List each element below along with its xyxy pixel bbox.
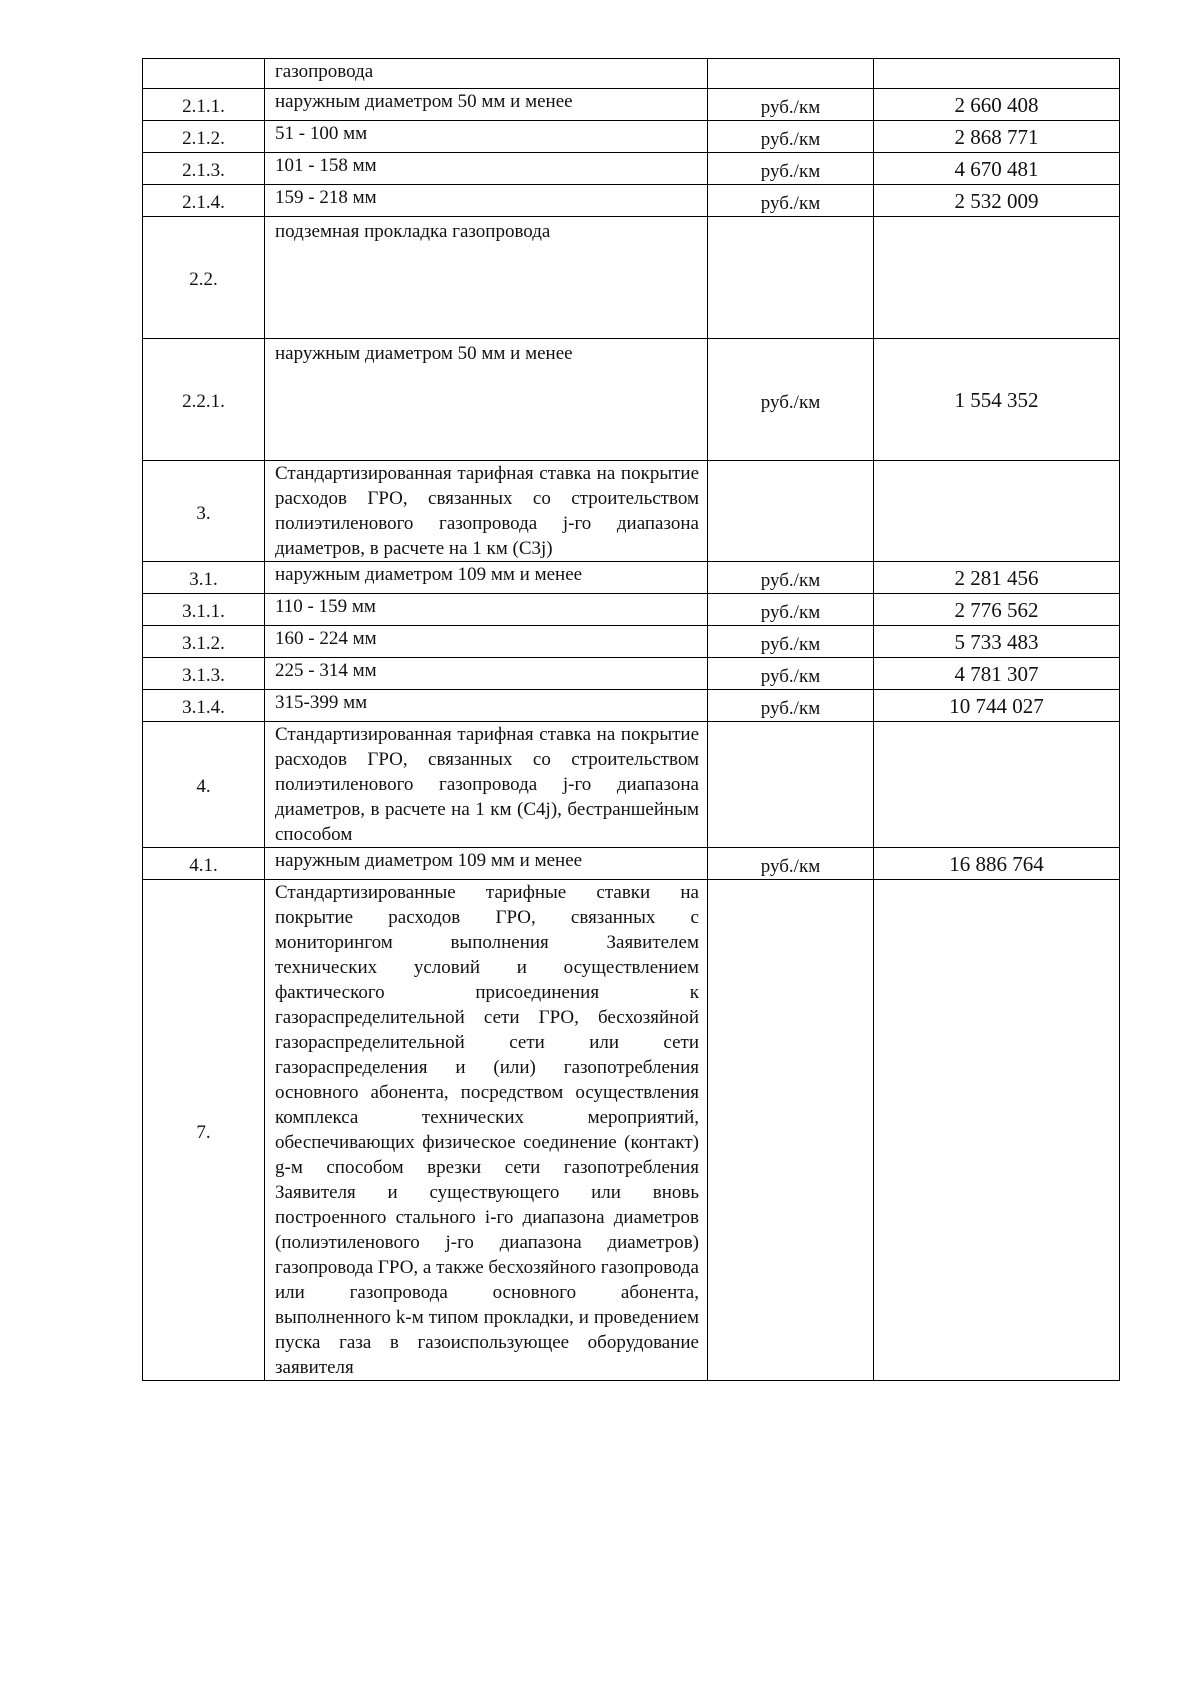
row-unit: руб./км xyxy=(708,121,874,153)
table-row xyxy=(143,626,1120,658)
row-value: 2 660 408 xyxy=(874,89,1120,121)
row-number: 2.1.3. xyxy=(143,153,265,185)
row-unit xyxy=(708,722,874,848)
row-number: 2.1.2. xyxy=(143,121,265,153)
row-description: наружным диаметром 109 мм и менее xyxy=(265,848,708,880)
row-description: 110 - 159 мм xyxy=(265,594,708,626)
table-row xyxy=(143,461,1120,562)
row-description: подземная прокладка газопровода xyxy=(265,217,708,339)
table-row xyxy=(143,594,1120,626)
row-description: Стандартизированная тарифная ставка на покрытие расходов ГРО, связанных со строительством полиэтиленового газопровода j-го диапазона диаметров, в расчете на 1 км (C3j) xyxy=(265,461,708,562)
row-value: 4 670 481 xyxy=(874,153,1120,185)
row-description: 160 - 224 мм xyxy=(265,626,708,658)
row-number: 3.1.1. xyxy=(143,594,265,626)
row-value: 10 744 027 xyxy=(874,690,1120,722)
row-description: Стандартизированная тарифная ставка на покрытие расходов ГРО, связанных со строительством полиэтиленового газопровода j-го диапазона диаметров, в расчете на 1 км (C4j), бестраншейным способом xyxy=(265,722,708,848)
row-number: 2.1.4. xyxy=(143,185,265,217)
row-unit: руб./км xyxy=(708,658,874,690)
row-description: 315-399 мм xyxy=(265,690,708,722)
row-unit xyxy=(708,217,874,339)
row-value: 4 781 307 xyxy=(874,658,1120,690)
row-number: 4.1. xyxy=(143,848,265,880)
row-value: 2 868 771 xyxy=(874,121,1120,153)
row-unit: руб./км xyxy=(708,848,874,880)
table-row xyxy=(143,217,1120,339)
row-number: 3.1. xyxy=(143,562,265,594)
row-number: 2.2. xyxy=(143,217,265,339)
row-value: 2 281 456 xyxy=(874,562,1120,594)
tariff-table xyxy=(142,58,1120,1381)
row-number: 2.2.1. xyxy=(143,339,265,461)
table-row xyxy=(143,185,1120,217)
row-unit: руб./км xyxy=(708,185,874,217)
table-row xyxy=(143,59,1120,89)
row-value xyxy=(874,59,1120,89)
row-unit: руб./км xyxy=(708,626,874,658)
row-unit: руб./км xyxy=(708,339,874,461)
row-unit xyxy=(708,461,874,562)
row-unit xyxy=(708,880,874,1381)
row-description: 159 - 218 мм xyxy=(265,185,708,217)
row-number: 2.1.1. xyxy=(143,89,265,121)
row-description: Стандартизированные тарифные ставки на покрытие расходов ГРО, связанных с мониторингом выполнения Заявителем технических условий и осуществлением фактического присоединения к газораспределительной сети ГРО, бесхозяйной газораспределительной сети или сети газораспределения и (или) газопотребления основного абонента, посредством осуществления комплекса технических мероприятий, обеспечивающих физическое соединение (контакт) g-м способом врезки сети газопотребления Заявителя и существующего или вновь построенного стального i-го диапазона диаметров (полиэтиленового j-го диапазона диаметров) газопровода ГРО, а также бесхозяйного газопровода или газопровода основного абонента, выполненного k-м типом прокладки, и проведением пуска газа в газоиспользующее оборудование заявителя xyxy=(265,880,708,1381)
row-unit: руб./км xyxy=(708,690,874,722)
row-description: наружным диаметром 50 мм и менее xyxy=(265,339,708,461)
row-number: 3.1.4. xyxy=(143,690,265,722)
row-value xyxy=(874,880,1120,1381)
row-value xyxy=(874,461,1120,562)
row-description: газопровода xyxy=(265,59,708,89)
row-unit: руб./км xyxy=(708,562,874,594)
row-number: 3. xyxy=(143,461,265,562)
row-description: 101 - 158 мм xyxy=(265,153,708,185)
row-unit: руб./км xyxy=(708,89,874,121)
row-value: 5 733 483 xyxy=(874,626,1120,658)
row-value: 2 776 562 xyxy=(874,594,1120,626)
row-value xyxy=(874,217,1120,339)
row-number: 4. xyxy=(143,722,265,848)
row-description: 51 - 100 мм xyxy=(265,121,708,153)
table-row xyxy=(143,690,1120,722)
table-row xyxy=(143,848,1120,880)
row-unit xyxy=(708,59,874,89)
row-number: 3.1.2. xyxy=(143,626,265,658)
row-value: 1 554 352 xyxy=(874,339,1120,461)
row-unit: руб./км xyxy=(708,594,874,626)
table-row xyxy=(143,121,1120,153)
table-row xyxy=(143,339,1120,461)
row-value: 2 532 009 xyxy=(874,185,1120,217)
row-description: наружным диаметром 109 мм и менее xyxy=(265,562,708,594)
row-value xyxy=(874,722,1120,848)
table-row xyxy=(143,658,1120,690)
row-description: 225 - 314 мм xyxy=(265,658,708,690)
row-unit: руб./км xyxy=(708,153,874,185)
table-row xyxy=(143,722,1120,848)
row-number: 7. xyxy=(143,880,265,1381)
table-row xyxy=(143,153,1120,185)
row-value: 16 886 764 xyxy=(874,848,1120,880)
table-row xyxy=(143,562,1120,594)
row-number xyxy=(143,59,265,89)
row-number: 3.1.3. xyxy=(143,658,265,690)
table-row xyxy=(143,89,1120,121)
row-description: наружным диаметром 50 мм и менее xyxy=(265,89,708,121)
table-row xyxy=(143,880,1120,1381)
